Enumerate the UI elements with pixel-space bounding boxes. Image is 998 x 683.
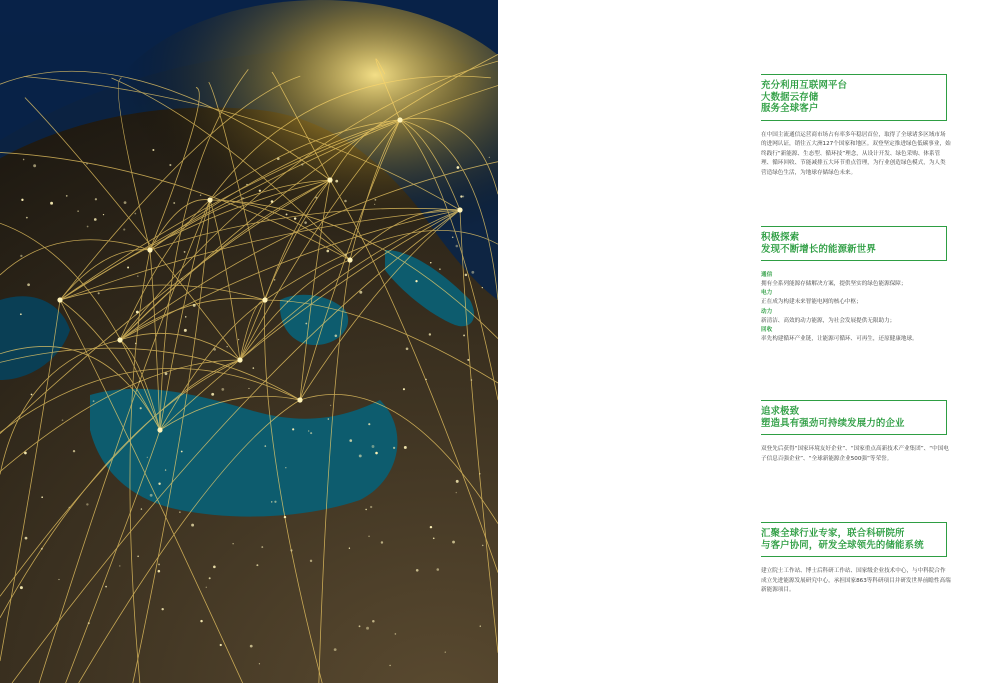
section-excellence — [761, 400, 998, 464]
city-light — [365, 509, 366, 510]
city-light — [344, 253, 347, 256]
section-heading-line: 汇聚全球行业专家，联合科研院所 — [761, 528, 905, 539]
city-light — [161, 608, 163, 610]
city-light — [430, 526, 432, 528]
globe-illustration — [0, 0, 498, 683]
city-light — [23, 159, 25, 161]
city-light — [141, 508, 142, 509]
city-light — [375, 452, 378, 455]
city-light — [119, 565, 120, 566]
application-value: 率先构建循环产业链，让能源可循环、可再生，还原健康地球。 — [761, 335, 918, 342]
section-heading-line: 服务全球客户 — [761, 103, 819, 114]
city-light — [395, 633, 397, 635]
city-light — [86, 163, 88, 165]
city-light — [389, 665, 390, 666]
section-research — [761, 522, 998, 596]
city-light — [256, 564, 258, 566]
city-light — [248, 388, 249, 389]
city-light — [463, 334, 465, 336]
city-light — [200, 195, 201, 196]
application-value: 正在成为构建未来智能电网的核心中枢； — [761, 299, 862, 306]
city-light — [41, 548, 43, 550]
city-light — [50, 202, 53, 205]
city-light — [191, 524, 194, 527]
city-light — [416, 569, 419, 572]
city-light — [335, 335, 338, 338]
city-light — [41, 496, 43, 498]
section-heading-line: 追求极致 — [761, 406, 800, 417]
city-light — [73, 450, 75, 452]
city-light — [137, 555, 139, 557]
section-explore-energy — [761, 226, 998, 345]
city-hub-light — [347, 257, 352, 262]
city-light — [95, 198, 97, 200]
city-light — [265, 445, 267, 447]
application-list — [761, 271, 961, 345]
city-light — [370, 506, 372, 508]
city-light — [147, 457, 148, 458]
city-light — [403, 388, 405, 390]
city-light — [259, 190, 261, 192]
section-heading-line: 大数据云存储 — [761, 91, 819, 103]
city-light — [66, 195, 68, 197]
city-light — [33, 164, 36, 167]
section-body: 建立院士工作站、博士后科研工作站、国家级企业技术中心，与中科院合作成立先进能源发展研究中心，承担国家863等科研项目并研发世界前瞻性高端新能源项目。 — [761, 568, 951, 594]
city-light — [462, 196, 464, 198]
city-light — [27, 283, 30, 286]
city-light — [253, 367, 255, 369]
city-light — [452, 236, 454, 238]
city-light — [232, 543, 233, 544]
city-light — [436, 568, 439, 571]
city-light — [372, 445, 375, 448]
city-hub-light — [207, 197, 212, 202]
city-light — [103, 214, 104, 215]
city-light — [200, 620, 202, 622]
city-light — [482, 545, 484, 547]
city-light — [366, 627, 369, 630]
city-light — [439, 268, 441, 270]
city-light — [25, 537, 28, 540]
city-light — [374, 204, 375, 205]
city-light — [206, 587, 207, 588]
city-light — [246, 184, 247, 185]
city-light — [456, 245, 459, 248]
city-light — [330, 405, 331, 406]
city-light — [179, 511, 180, 512]
city-light — [467, 359, 469, 361]
city-light — [136, 311, 139, 314]
city-light — [301, 163, 303, 165]
city-hub-light — [297, 397, 302, 402]
section-internet-platform — [761, 74, 998, 178]
city-light — [21, 199, 23, 201]
city-light — [68, 507, 70, 509]
application-value: 新清洁、高效的动力能源，为社会发展提供无限助力； — [761, 317, 896, 324]
city-light — [137, 275, 138, 276]
application-value: 拥有全系列能源存储解决方案，提供坚实的绿色能源保障； — [761, 280, 907, 287]
city-light — [58, 579, 59, 580]
city-light — [62, 419, 64, 421]
city-light — [452, 541, 455, 544]
city-light — [425, 379, 426, 380]
city-light — [26, 217, 28, 219]
city-light — [124, 201, 127, 204]
city-light — [169, 164, 171, 166]
city-light — [152, 149, 154, 151]
city-light — [274, 501, 276, 503]
city-light — [105, 586, 107, 588]
city-light — [20, 313, 22, 315]
city-light — [94, 218, 97, 221]
city-light — [20, 586, 23, 589]
city-light — [86, 503, 88, 505]
city-light — [134, 213, 136, 215]
city-light — [305, 323, 307, 325]
application-key: 通信 — [761, 272, 773, 278]
city-light — [335, 180, 338, 183]
city-light — [135, 343, 137, 345]
city-light — [211, 393, 214, 396]
section-heading-line: 发现不断增长的能源新世界 — [761, 243, 876, 255]
city-hub-light — [327, 177, 332, 182]
city-light — [31, 394, 33, 396]
city-light — [209, 577, 211, 579]
city-light — [415, 280, 417, 282]
city-light — [181, 451, 183, 453]
city-light — [326, 250, 329, 253]
city-light — [285, 467, 286, 468]
application-key: 动力 — [761, 308, 773, 315]
city-light — [368, 535, 370, 537]
section-body: 在中国主流通信运营商市场占有率多年稳居首位，取得了全球诸多区域市场的进网认证，销往五大洲127个国家和地区。双登坚定推进绿色低碳事业，始终践行“新能源、生态型、循环技”理念，从设计开发、绿色采购、体系管理、循环回收、节能减排五大环节重点管理，为行业创造绿色模式，为人类营造绿色生活，为地球存储绿色未来。 — [761, 131, 951, 176]
city-light — [127, 267, 129, 269]
city-light — [165, 469, 166, 470]
city-light — [286, 213, 288, 215]
city-light — [381, 541, 383, 543]
city-light — [213, 348, 216, 351]
city-light — [482, 287, 483, 288]
city-light — [274, 279, 275, 280]
city-light — [287, 301, 288, 302]
city-light — [259, 663, 260, 664]
city-light — [88, 622, 90, 624]
city-light — [165, 372, 168, 375]
section-heading-line: 充分利用互联网平台 — [761, 80, 848, 91]
city-hub-light — [157, 427, 162, 432]
city-light — [359, 454, 362, 457]
city-light — [77, 210, 79, 212]
city-light — [284, 516, 286, 518]
city-light — [271, 200, 274, 203]
city-light — [294, 217, 296, 219]
city-light — [456, 492, 457, 493]
city-light — [221, 388, 224, 391]
city-light — [24, 452, 27, 455]
city-light — [158, 483, 160, 485]
city-light — [372, 620, 374, 622]
city-light — [238, 339, 239, 340]
section-heading-line: 塑造具有强劲可持续发展力的企业 — [761, 417, 905, 429]
city-light — [359, 291, 362, 294]
city-light — [20, 255, 22, 257]
city-hub-light — [57, 297, 62, 302]
city-light — [98, 292, 100, 294]
application-key: 回收 — [761, 327, 773, 334]
city-light — [344, 200, 347, 203]
city-light — [404, 446, 407, 449]
city-light — [173, 202, 175, 204]
city-light — [310, 560, 312, 562]
city-light — [261, 546, 263, 548]
city-light — [250, 645, 253, 648]
city-light — [445, 652, 446, 653]
city-light — [140, 407, 142, 409]
section-heading-box — [761, 400, 947, 435]
city-light — [465, 274, 468, 277]
city-light — [220, 644, 222, 646]
city-light — [226, 346, 227, 347]
city-light — [359, 625, 361, 627]
city-light — [328, 418, 330, 420]
city-hub-light — [237, 357, 242, 362]
city-light — [456, 480, 459, 483]
city-light — [349, 439, 352, 442]
city-light — [334, 648, 337, 651]
city-light — [304, 221, 307, 224]
section-heading-box — [761, 226, 947, 261]
city-light — [292, 428, 294, 430]
city-light — [433, 537, 435, 539]
city-light — [185, 316, 186, 317]
city-light — [479, 473, 481, 475]
section-heading-box — [761, 522, 947, 557]
city-light — [158, 564, 160, 566]
city-light — [150, 494, 153, 497]
city-light — [471, 271, 474, 274]
city-light — [184, 329, 187, 332]
city-light — [139, 381, 141, 383]
city-light — [290, 549, 292, 551]
city-hub-light — [397, 117, 402, 122]
city-light — [489, 157, 490, 158]
section-heading-box — [761, 74, 947, 121]
city-light — [310, 432, 312, 434]
city-light — [460, 195, 462, 197]
city-light — [480, 625, 481, 626]
city-light — [375, 199, 377, 201]
city-light — [368, 423, 370, 425]
city-light — [315, 197, 317, 199]
city-light — [181, 278, 183, 280]
city-light — [242, 197, 244, 199]
city-light — [213, 566, 216, 569]
city-light — [349, 548, 350, 549]
city-light — [93, 400, 95, 402]
city-light — [430, 262, 431, 263]
city-light — [406, 347, 409, 350]
text-page — [498, 0, 998, 683]
city-hub-light — [117, 337, 122, 342]
city-light — [123, 229, 125, 231]
city-light — [87, 226, 89, 228]
application-key: 电力 — [761, 290, 773, 297]
city-hub-light — [147, 247, 152, 252]
section-heading-line: 与客户协同，研发全球领先的储能系统 — [761, 539, 924, 551]
city-light — [308, 430, 309, 431]
city-light — [471, 379, 473, 381]
city-light — [277, 157, 280, 160]
city-light — [457, 166, 460, 169]
city-light — [158, 570, 161, 573]
city-hub-light — [262, 297, 267, 302]
city-hub-light — [457, 207, 462, 212]
city-light — [393, 447, 395, 449]
globe-network-image — [0, 0, 498, 683]
section-heading-line: 积极探索 — [761, 232, 800, 243]
city-light — [429, 333, 431, 335]
section-body: 双登先后获得“国家环境友好企业”、“国家重点高新技术产业集团”、“中国电子信息百强企业”、“全球新能源企业500强”等荣誉。 — [761, 446, 949, 462]
city-light — [271, 501, 272, 502]
city-light — [184, 251, 186, 253]
city-light — [193, 304, 196, 307]
